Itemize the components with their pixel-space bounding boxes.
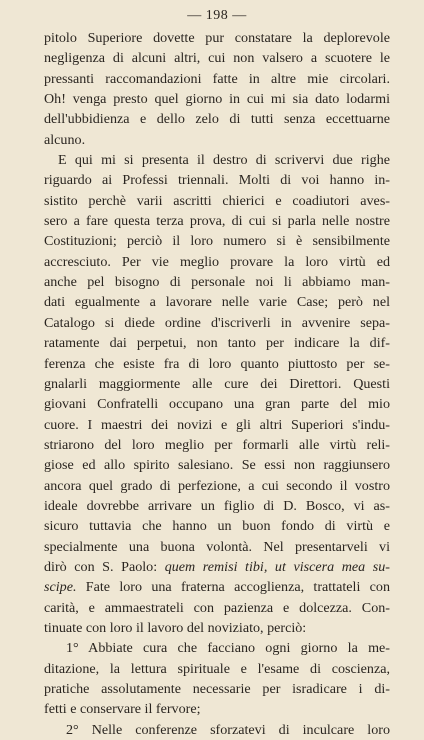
text-line — [44, 313, 390, 333]
text-line — [44, 211, 390, 231]
line-text: dell'ubbidienza e dello zelo di tutti senza eccettuarne — [44, 111, 390, 128]
line-text: 2° Nelle conferenze sforzatevi di inculcare loro — [66, 721, 390, 738]
line-text: pitolo Superiore dovette pur constatare la deplorevole — [44, 30, 390, 46]
line-text: Catalogo si diede ordine d'iscriverli in avvenire sepa- — [44, 314, 390, 331]
text-line — [44, 231, 390, 251]
line-text: ancora quel grado di perfezione, a cui secondo il vostro — [44, 477, 390, 494]
line-text: gnalarli maggiormente alle cure dei Direttori. Questi — [44, 375, 390, 392]
line-text: 1° Abbiate cura che facciano ogni giorno la me- — [66, 640, 390, 657]
text-line — [44, 28, 390, 48]
page-number: — 198 — — [187, 8, 247, 23]
text-line — [44, 394, 390, 414]
text-line — [44, 659, 390, 679]
latin-quote: scipe. — [44, 579, 77, 596]
text-line — [44, 272, 390, 292]
line-text: pratiche assolutamente necessarie per isradicare i di- — [44, 681, 390, 697]
line-text: negligenza di alcuni altri, cui non valsero a scuotere le — [44, 50, 390, 67]
text-line — [44, 679, 390, 699]
latin-quote: quem remisi tibi, ut viscera mea su- — [164, 558, 390, 575]
text-line — [44, 374, 390, 394]
text-line — [44, 638, 390, 658]
text-line — [44, 292, 390, 312]
line-text: sicuro tuttavia che hanno un buon fondo di virtù e — [44, 518, 390, 535]
text-line — [44, 150, 390, 170]
text-line — [44, 455, 390, 475]
line-text: dirò con S. Paolo: — [44, 558, 165, 575]
text-line — [44, 720, 390, 740]
line-text: ratamente dai perpetui, non tanto per indicare la dif- — [44, 335, 390, 352]
text-line — [44, 516, 390, 536]
line-text: dati egualmente a lavorare nelle varie Case; però nel — [44, 294, 390, 311]
text-line — [44, 618, 390, 638]
line-text: E qui mi si presenta il destro di scrivervi due righe — [58, 152, 390, 169]
body-text — [44, 28, 390, 740]
line-text: ideale dovrebbe arrivare un figlio di D. Bosco, vi as- — [44, 497, 390, 514]
line-text: accresciuto. Per vie meglio provare la loro virtù ed — [44, 253, 390, 270]
line-text: cuore. I maestri dei novizi e gli altri Superiori s'indu- — [44, 416, 390, 433]
text-line — [44, 435, 390, 455]
text-line — [44, 537, 390, 557]
line-text: sero a fare questa terza prova, di cui si parla nelle nostre — [44, 213, 390, 230]
line-text: giose ed allo spirito salesiano. Se essi non raggiunsero — [44, 457, 390, 474]
text-line — [44, 170, 390, 190]
text-line — [44, 699, 390, 719]
line-text: striarono del loro meglio per formarli alle virtù reli- — [44, 436, 390, 453]
text-line — [44, 69, 390, 89]
text-line — [44, 598, 390, 618]
line-text: pressanti raccomandazioni fatte in altre mie circolari. — [44, 70, 390, 87]
text-line — [44, 577, 390, 597]
text-line — [44, 476, 390, 496]
line-text: giovani Confratelli occupano una gran parte del mio — [44, 396, 390, 413]
line-text: anche pel bisogno di personale noi li abbiamo man- — [44, 274, 390, 291]
line-text: riguardo ai Professi triennali. Molti di voi hanno in- — [44, 172, 390, 189]
line-text: Costituzioni; perciò il loro numero si è sensibilmente — [44, 233, 390, 250]
text-line — [44, 252, 390, 272]
line-text: sistito perchè varii ascritti chierici e coadiutori aves- — [44, 192, 390, 209]
text-line — [44, 89, 390, 109]
text-line — [44, 130, 390, 150]
text-line — [44, 557, 390, 577]
line-text: Fate loro una fraterna accoglienza, trattateli con — [76, 579, 390, 596]
text-line — [44, 191, 390, 211]
line-text: carità, e ammaestrateli con pazienza e dolcezza. Con- — [44, 599, 390, 616]
line-text: specialmente una buona volontà. Nel presentarveli vi — [44, 538, 390, 555]
text-line — [44, 109, 390, 129]
text-line — [44, 415, 390, 435]
line-text: ditazione, la lettura spirituale e l'esame di coscienza, — [44, 660, 390, 677]
line-text: Oh! venga presto quel giorno in cui mi sia dato lodarmi — [44, 91, 390, 108]
text-line — [44, 333, 390, 353]
text-line — [44, 48, 390, 68]
text-line — [44, 496, 390, 516]
line-text: tinuate con loro il lavoro del noviziato, perciò: — [44, 619, 307, 636]
line-text: ferenza che esiste fra di loro quanto piuttosto per se- — [44, 355, 390, 372]
line-text: fetti e conservare il fervore; — [44, 701, 201, 718]
text-line — [44, 354, 390, 374]
line-text: alcuno. — [44, 131, 86, 148]
